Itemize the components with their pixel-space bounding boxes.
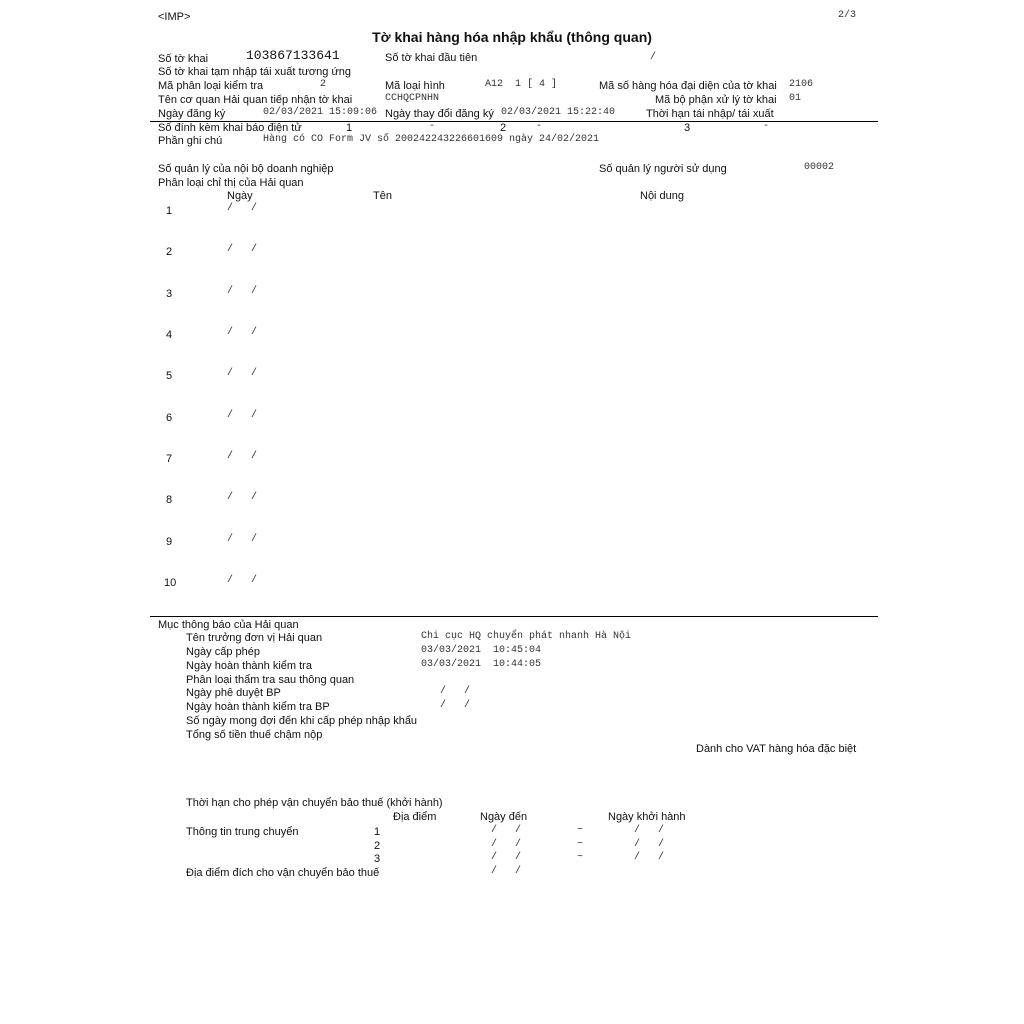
ma-bo-phan-value: 01 xyxy=(789,93,802,104)
ma-bo-phan-label: Mã bộ phận xử lý tờ khai xyxy=(655,94,777,106)
ngay-thay-doi-value: 02/03/2021 15:22:40 xyxy=(501,107,616,118)
row-number: 8 xyxy=(166,494,173,506)
dinh-kem-3-value: - xyxy=(763,121,770,132)
trung-chuyen-separator: ~ xyxy=(577,825,584,836)
dinh-kem-label: Số đính kèm khai báo điện tử xyxy=(158,122,302,134)
ngay-hoan-thanh-label: Ngày hoàn thành kiểm tra xyxy=(186,660,312,672)
so-to-khai-label: Số tờ khai xyxy=(158,53,209,65)
divider-middle xyxy=(150,616,878,617)
ten-truong-value: Chi cục HQ chuyển phát nhanh Hà Nội xyxy=(421,631,632,642)
document-title: Tờ khai hàng hóa nhập khẩu (thông quan) xyxy=(372,29,652,45)
col-ngay-header: Ngày xyxy=(227,190,253,202)
trung-chuyen-row-number: 2 xyxy=(374,840,381,852)
ngay-dang-ky-label: Ngày đăng ký xyxy=(158,108,226,120)
dinh-kem-1-value: - xyxy=(429,121,436,132)
trung-chuyen-ngay-khoi-hanh: / / xyxy=(634,825,665,836)
col-ten-header: Tên xyxy=(373,190,392,202)
co-quan-value: CCHQCPNHN xyxy=(385,93,440,104)
col-noi-dung-header: Nội dung xyxy=(640,190,685,202)
trung-chuyen-ngay-khoi-hanh: / / xyxy=(634,839,665,850)
row-number: 4 xyxy=(166,329,173,341)
trung-chuyen-ngay-den: / / xyxy=(491,839,522,850)
thoi-han-van-chuyen-label: Thời hạn cho phép vận chuyển bảo thuế (khởi hành) xyxy=(186,797,443,809)
trung-chuyen-separator: ~ xyxy=(577,852,584,863)
ngay-thay-doi-label: Ngày thay đổi đăng ký xyxy=(385,108,494,120)
dinh-kem-1-no: 1 xyxy=(346,122,353,134)
row-date: / / xyxy=(227,575,258,586)
hoan-thanh-bp-value: / / xyxy=(440,700,471,711)
ma-phan-loai-value: 2 xyxy=(320,79,327,90)
row-number: 10 xyxy=(164,577,177,589)
row-number: 2 xyxy=(166,246,173,258)
col-dia-diem-header: Địa điểm xyxy=(393,811,437,823)
row-number: 3 xyxy=(166,288,173,300)
thong-bao-title: Mục thông báo của Hải quan xyxy=(158,619,299,631)
ngay-cap-phep-value: 03/03/2021 10:45:04 xyxy=(421,645,542,656)
row-number: 5 xyxy=(166,370,173,382)
so-to-khai-value: 103867133641 xyxy=(246,48,340,63)
row-number: 1 xyxy=(166,205,173,217)
ten-truong-label: Tên trưởng đơn vị Hải quan xyxy=(186,632,323,644)
row-date: / / xyxy=(227,410,258,421)
trung-chuyen-row-number: 3 xyxy=(374,853,381,865)
trung-chuyen-row-number: 1 xyxy=(374,826,381,838)
hoan-thanh-bp-label: Ngày hoàn thành kiểm tra BP xyxy=(186,701,330,713)
row-date: / / xyxy=(227,244,258,255)
doc-tag: <IMP> xyxy=(158,11,191,23)
trung-chuyen-ngay-den: / / xyxy=(491,825,522,836)
dinh-kem-3-no: 3 xyxy=(684,122,691,134)
row-date: / / xyxy=(227,327,258,338)
row-date: / / xyxy=(227,286,258,297)
so-to-khai-dau-tien-label: Số tờ khai đầu tiên xyxy=(385,52,478,64)
dinh-kem-2-no: 2 xyxy=(500,122,507,134)
ma-phan-loai-label: Mã phân loại kiểm tra xyxy=(158,80,264,92)
dinh-kem-2-value: - xyxy=(536,121,543,132)
co-quan-label: Tên cơ quan Hải quan tiếp nhận tờ khai xyxy=(158,94,353,106)
row-date: / / xyxy=(227,368,258,379)
row-date: / / xyxy=(227,534,258,545)
tam-nhap-label: Số tờ khai tạm nhập tái xuất tương ứng xyxy=(158,66,352,78)
so-to-khai-dau-tien-value: / xyxy=(650,52,657,63)
ma-so-hh-label: Mã số hàng hóa đại diện của tờ khai xyxy=(599,80,777,92)
trung-chuyen-ngay-den: / / xyxy=(491,852,522,863)
ghi-chu-value: Hàng có CO Form JV số 200242243226601609 ngày 24/02/2021 xyxy=(263,134,600,145)
thoi-han-label: Thời hạn tái nhập/ tái xuất xyxy=(646,108,774,120)
phe-duyet-label: Ngày phê duyệt BP xyxy=(186,687,281,699)
tham-tra-label: Phân loại thẩm tra sau thông quan xyxy=(186,674,355,686)
so-ngay-label: Số ngày mong đợi đến khi cấp phép nhập khẩu xyxy=(186,715,418,727)
dich-label: Địa điểm đích cho vận chuyển bảo thuế xyxy=(186,867,380,879)
dich-value: / / xyxy=(491,866,522,877)
ghi-chu-label: Phần ghi chú xyxy=(158,135,223,147)
row-date: / / xyxy=(227,451,258,462)
ql-nguoi-dung-value: 00002 xyxy=(804,162,835,173)
ma-so-hh-value: 2106 xyxy=(789,79,814,90)
row-number: 7 xyxy=(166,453,173,465)
page-number: 2/3 xyxy=(838,10,857,21)
row-date: / / xyxy=(227,203,258,214)
row-date: / / xyxy=(227,492,258,503)
ngay-cap-phep-label: Ngày cấp phép xyxy=(186,646,260,658)
ma-loai-hinh-label: Mã loại hình xyxy=(385,80,445,92)
row-number: 9 xyxy=(166,536,173,548)
ngay-dang-ky-value: 02/03/2021 15:09:06 xyxy=(263,107,378,118)
ngay-hoan-thanh-value: 03/03/2021 10:44:05 xyxy=(421,659,542,670)
vat-label: Dành cho VAT hàng hóa đặc biệt xyxy=(696,743,857,755)
trung-chuyen-separator: ~ xyxy=(577,839,584,850)
phan-loai-chi-thi-label: Phân loại chỉ thị của Hải quan xyxy=(158,177,304,189)
row-number: 6 xyxy=(166,412,173,424)
ql-noi-bo-label: Số quản lý của nội bộ doanh nghiệp xyxy=(158,163,334,175)
col-ngay-den-header: Ngày đến xyxy=(480,811,528,823)
phe-duyet-value: / / xyxy=(440,686,471,697)
trung-chuyen-label: Thông tin trung chuyển xyxy=(186,826,299,838)
col-ngay-khoi-hanh-header: Ngày khởi hành xyxy=(608,811,686,823)
tong-thue-label: Tổng số tiền thuế chậm nộp xyxy=(186,729,323,741)
ma-loai-hinh-value: A12 1 [ 4 ] xyxy=(485,79,558,90)
ql-nguoi-dung-label: Số quản lý người sử dụng xyxy=(599,163,727,175)
trung-chuyen-ngay-khoi-hanh: / / xyxy=(634,852,665,863)
